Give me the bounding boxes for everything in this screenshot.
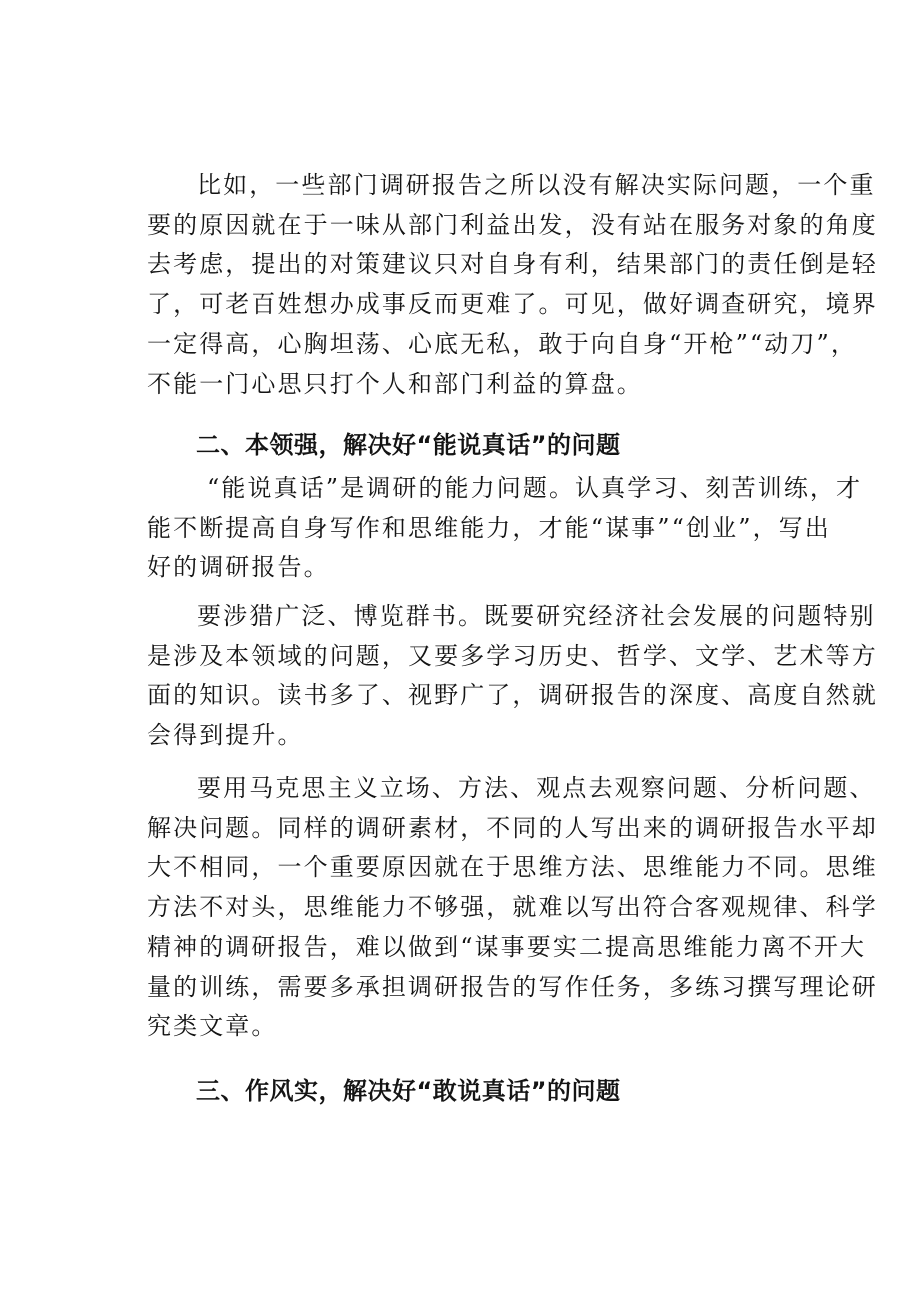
paragraph-line: 去考虑，提出的对策建议只对自身有利，结果部门的责任倒是轻 — [147, 250, 878, 279]
paragraph-line: 要的原因就在于一味从部门利益出发，没有站在服务对象的角度 — [147, 210, 878, 239]
paragraph-line: 能不断提高自身写作和思维能力，才能“谋事”“创业”，写出 — [147, 513, 831, 542]
paragraph-line: 了，可老百姓想办成事反而更难了。可见，做好调查研究，境界 — [147, 290, 878, 319]
paragraph-ability — [147, 469, 863, 588]
paragraph-line: 比如，一些部门调研报告之所以没有解决实际问题，一个重 — [197, 171, 876, 199]
paragraph-line: 大不相同，一个重要原因就在于思维方法、思维能力不同。思维 — [147, 853, 878, 882]
section-heading-three: 三、作风实，解决好“敢说真话”的问题 — [196, 1077, 621, 1105]
paragraph-line: 不能一门心思只打个人和部门利益的算盘。 — [147, 369, 643, 398]
paragraph-line: “能说真话”是调研的能力问题。认真学习、刻苦训练，才 — [207, 474, 863, 502]
paragraph-line: 好的调研报告。 — [147, 553, 330, 582]
paragraph-line: 会得到提升。 — [147, 721, 304, 750]
section-heading-two: 二、本领强，解决好“能说真话”的问题 — [196, 431, 621, 459]
paragraph-line: 要用马克思主义立场、方法、观点去观察问题、分析问题、 — [197, 774, 876, 802]
paragraph-read-widely — [147, 597, 878, 756]
paragraph-line: 面的知识。读书多了、视野广了，调研报告的深度、高度自然就 — [147, 681, 878, 710]
paragraph-line: 是涉及本领域的问题，又要多学习历史、哲学、文学、艺术等方 — [147, 641, 878, 670]
paragraph-line: 方法不对头，思维能力不够强，就难以写出符合客观规律、科学 — [147, 893, 878, 922]
paragraph-example-departments — [147, 166, 878, 404]
paragraph-line: 一定得高，心胸坦荡、心底无私，敢于向自身“开枪”“动刀”， — [147, 329, 857, 358]
paragraph-line: 解决问题。同样的调研素材，不同的人写出来的调研报告水平却 — [147, 813, 878, 842]
paragraph-line: 要涉猎广泛、博览群书。既要研究经济社会发展的问题特别 — [197, 602, 876, 630]
paragraph-line: 精神的调研报告，难以做到“谋事要实二提高思维能力离不开大 — [147, 932, 867, 961]
paragraph-line: 究类文章。 — [147, 1012, 278, 1041]
paragraph-marxist-method — [147, 769, 878, 1047]
paragraph-line: 量的训练，需要多承担调研报告的写作任务，多练习撰写理论研 — [147, 972, 878, 1001]
